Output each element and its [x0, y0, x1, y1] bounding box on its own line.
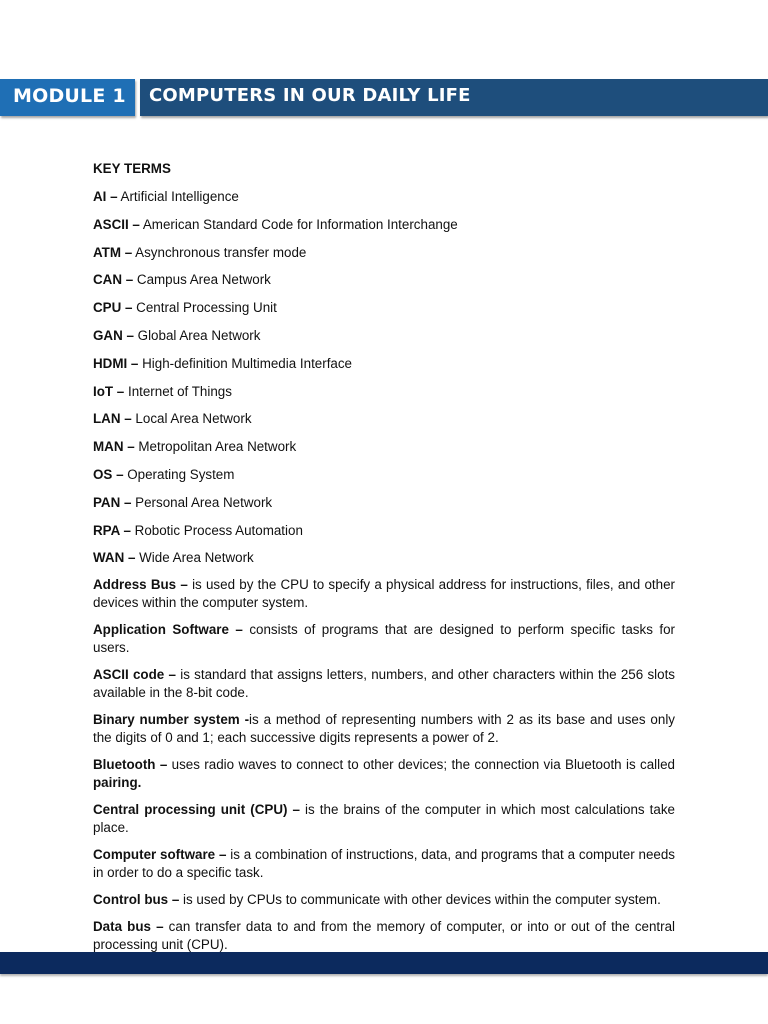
definition-emphasis: pairing.	[93, 775, 142, 791]
abbreviation-expansion: Asynchronous transfer mode	[132, 244, 307, 260]
footer-bar	[0, 952, 768, 974]
abbreviation-term: CAN –	[93, 272, 134, 288]
definition-term: Address Bus –	[93, 577, 188, 593]
abbreviation-expansion: Campus Area Network	[133, 272, 271, 288]
definition-item	[93, 576, 675, 612]
abbreviation-item	[93, 522, 675, 540]
definition-term: Computer software –	[93, 847, 227, 863]
definition-list	[93, 576, 675, 954]
definition-text: is standard that assigns letters, numbers, and other characters within the 256 slots available in the 8-bit code.	[93, 667, 675, 701]
abbreviation-term: AI –	[93, 189, 118, 204]
definition-text: consists of programs that are designed to perform specific tasks for users.	[93, 622, 675, 656]
abbreviation-expansion: Robotic Process Automation	[130, 522, 303, 538]
abbreviation-item	[93, 355, 675, 373]
abbreviation-term: CPU –	[93, 300, 133, 316]
abbreviation-expansion: American Standard Code for Information Interchange	[139, 216, 458, 232]
abbreviation-expansion: Global Area Network	[133, 327, 261, 343]
abbreviation-expansion: Artificial Intelligence	[117, 189, 239, 204]
definition-item	[93, 918, 675, 954]
abbreviation-item	[93, 327, 675, 345]
definition-term: Binary number system -	[93, 712, 250, 728]
definition-item	[93, 756, 675, 792]
definition-text: is the brains of the computer in which most calculations take place.	[93, 802, 675, 836]
abbreviation-term: WAN –	[93, 550, 136, 566]
abbreviation-expansion: Internet of Things	[124, 383, 232, 399]
definition-term: Data bus –	[93, 919, 164, 935]
key-terms-section	[93, 160, 675, 963]
definition-item	[93, 846, 675, 882]
abbreviation-item	[93, 438, 675, 456]
abbreviation-expansion: Personal Area Network	[131, 494, 273, 510]
abbreviation-item	[93, 244, 675, 262]
definition-item	[93, 801, 675, 837]
abbreviation-list	[93, 188, 675, 567]
definition-term: ASCII code –	[93, 667, 176, 683]
abbreviation-item	[93, 549, 675, 567]
definition-text: is a combination of instructions, data, and programs that a computer needs in order to do a specific task.	[93, 847, 675, 881]
definition-text: is a method of representing numbers with 2 as its base and uses only the digits of 0 and 1; each successive digits represents a power of 2.	[93, 712, 676, 746]
abbreviation-expansion: High-definition Multimedia Interface	[138, 355, 353, 371]
abbreviation-term: PAN –	[93, 494, 132, 510]
definition-term: Bluetooth –	[93, 757, 168, 773]
abbreviation-term: RPA –	[93, 522, 131, 538]
abbreviation-item	[93, 216, 675, 234]
abbreviation-term: IoT –	[93, 383, 125, 399]
abbreviation-term: OS –	[93, 466, 124, 482]
abbreviation-term: HDMI –	[93, 355, 139, 371]
abbreviation-item	[93, 271, 675, 289]
abbreviation-term: MAN –	[93, 439, 135, 455]
key-terms-heading: KEY TERMS	[93, 161, 171, 176]
definition-item	[93, 891, 675, 909]
abbreviation-term: GAN –	[93, 327, 134, 343]
abbreviation-term: ASCII –	[93, 216, 140, 232]
module-label: MODULE 1	[13, 85, 126, 107]
definition-text: can transfer data to and from the memory of computer, or into or out of the central processing unit (CPU).	[93, 919, 676, 953]
definition-term: Control bus –	[93, 892, 180, 908]
definition-item	[93, 711, 675, 747]
abbreviation-term: ATM –	[93, 244, 133, 260]
abbreviation-expansion: Operating System	[123, 466, 235, 482]
abbreviation-expansion: Wide Area Network	[135, 550, 254, 566]
definition-text: uses radio waves to connect to other devices; the connection via Bluetooth is called	[167, 757, 675, 773]
definition-term: Application Software –	[93, 622, 243, 638]
abbreviation-item	[93, 188, 675, 206]
abbreviation-item	[93, 383, 675, 401]
module-title: COMPUTERS IN OUR DAILY LIFE	[149, 85, 471, 106]
abbreviation-item	[93, 299, 675, 317]
abbreviation-item	[93, 466, 675, 484]
definition-text: is used by CPUs to communicate with other devices within the computer system.	[179, 892, 661, 908]
abbreviation-item	[93, 494, 675, 512]
abbreviation-expansion: Metropolitan Area Network	[134, 439, 297, 455]
definition-item	[93, 666, 675, 702]
abbreviation-term: LAN –	[93, 411, 132, 427]
definition-text: is used by the CPU to specify a physical address for instructions, files, and other devices within the computer system.	[93, 577, 675, 611]
module-title-box	[140, 79, 768, 116]
abbreviation-expansion: Central Processing Unit	[132, 300, 277, 316]
definition-item	[93, 621, 675, 657]
abbreviation-item	[93, 410, 675, 428]
definition-term: Central processing unit (CPU) –	[93, 802, 300, 818]
module-label-box	[0, 79, 135, 116]
module-header	[0, 79, 768, 116]
abbreviation-expansion: Local Area Network	[131, 411, 252, 427]
